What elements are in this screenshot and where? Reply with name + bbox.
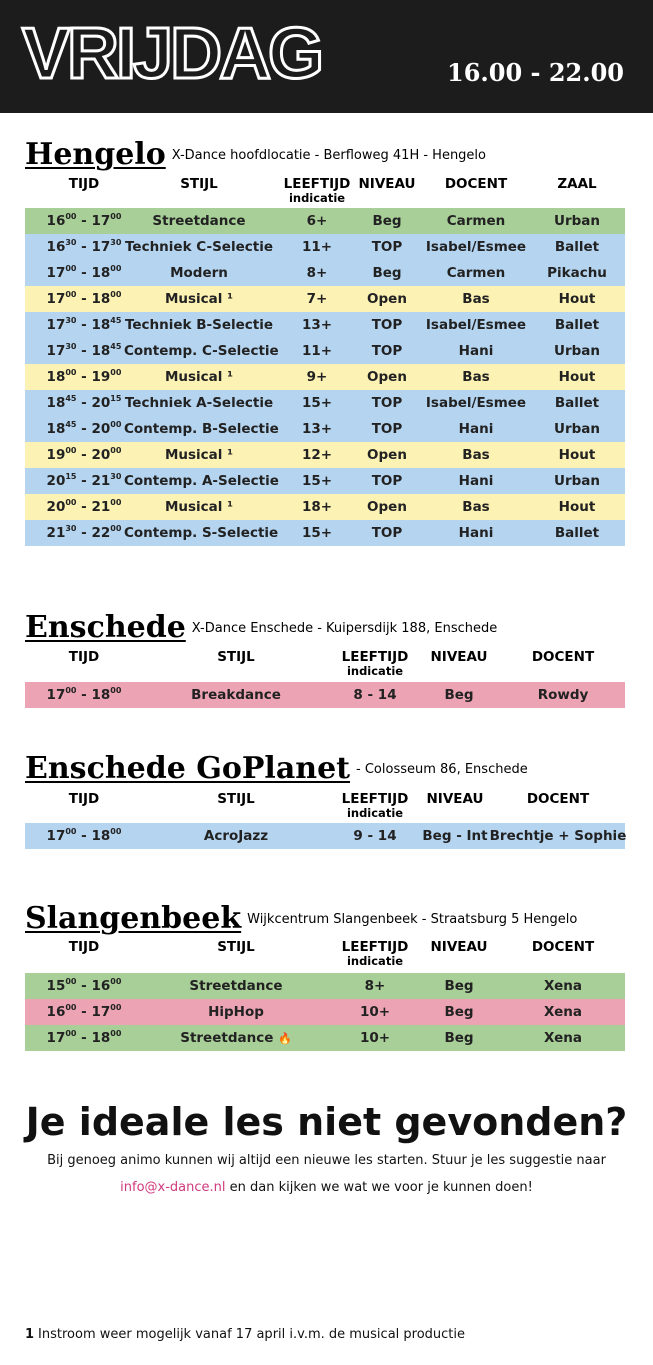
table-header <box>25 176 625 206</box>
location-title <box>25 901 577 938</box>
time-minutes: 00 <box>110 368 122 377</box>
cell-style <box>161 1025 311 1051</box>
cell-tijd: $18^{00} - 19^{00}$ <box>46 368 122 385</box>
cell-tijd: $20^{00} - 21^{00}$ <box>46 498 122 515</box>
opening-hours: 16.00 - 22.00 <box>447 58 624 87</box>
column-label: LEEFTIJD <box>341 649 409 665</box>
location-title <box>25 137 486 174</box>
cell-text: Hani <box>458 343 494 359</box>
time-hour: 18 <box>91 291 111 307</box>
flame-icon: 🔥 <box>278 1032 292 1045</box>
cell-text: 13+ <box>301 421 333 437</box>
time-hour: 20 <box>91 447 111 463</box>
cell-text: Bas <box>462 447 490 463</box>
age-subtitle: indicatie <box>288 191 346 205</box>
cell-text: Bas <box>462 499 490 515</box>
column-label: DOCENT <box>531 649 595 665</box>
footnote-text: Instroom weer mogelijk vanaf 17 april i.v.m. de musical productie <box>38 1327 466 1342</box>
table-row <box>25 520 625 546</box>
time-minutes: 00 <box>110 977 122 986</box>
cell-text: AcroJazz <box>203 828 269 844</box>
cell-tijd: $17^{30} - 18^{45}$ <box>46 316 122 333</box>
time-hour: 17 <box>91 239 111 255</box>
time-hour: 20 <box>91 421 111 437</box>
footnote <box>25 1327 465 1342</box>
location-name: Hengelo <box>25 137 166 172</box>
time-minutes: 00 <box>110 290 122 299</box>
cell-tijd: $17^{00} - 18^{00}$ <box>46 827 122 844</box>
time-hour: 18 <box>91 1030 111 1046</box>
time-minutes: 30 <box>65 316 77 325</box>
time-hour: 17 <box>46 828 66 844</box>
cell-teacher <box>488 682 638 708</box>
cell-teacher <box>483 823 633 849</box>
schedule-table <box>25 823 625 849</box>
time-minutes: 00 <box>110 1029 122 1038</box>
time-hour: 20 <box>46 499 66 515</box>
cell-text: Beg <box>372 265 402 281</box>
cell-room <box>502 208 652 234</box>
time-hour: 17 <box>46 343 66 359</box>
cell-text: TOP <box>371 395 403 411</box>
time-hour: 20 <box>91 395 111 411</box>
time-minutes: 45 <box>110 342 122 351</box>
location-address: - Colosseum 86, Enschede <box>356 762 528 777</box>
cell-text: Techniek C-Selectie <box>125 239 273 255</box>
time-hour: 16 <box>46 1004 66 1020</box>
time-hour: 21 <box>91 499 111 515</box>
cell-tijd: $16^{30} - 17^{30}$ <box>46 238 122 255</box>
time-hour: 17 <box>46 687 66 703</box>
time-minutes: 30 <box>65 524 77 533</box>
cell-text: 11+ <box>301 239 333 255</box>
table-row <box>25 973 625 999</box>
table-row <box>25 260 625 286</box>
cell-text: Xena <box>544 978 582 994</box>
cell-teacher <box>488 999 638 1025</box>
table-row <box>25 390 625 416</box>
time-hour: 18 <box>91 687 111 703</box>
location-address: Wijkcentrum Slangenbeek - Straatsburg 5 Hengelo <box>247 912 578 927</box>
cell-text: TOP <box>371 343 403 359</box>
time-minutes: 00 <box>110 524 122 533</box>
cell-text: Rowdy <box>537 687 589 703</box>
column-header-niveau <box>395 791 515 807</box>
cell-room <box>502 364 652 390</box>
column-label: LEEFTIJD <box>341 939 409 955</box>
cell-style <box>161 973 311 999</box>
time-hour: 16 <box>91 978 111 994</box>
cell-text: Isabel/Esmee <box>425 317 527 333</box>
time-hour: 17 <box>91 1004 111 1020</box>
cell-text: Contemp. B-Selectie <box>124 421 279 437</box>
cell-tijd: $20^{15} - 21^{30}$ <box>46 472 122 489</box>
column-header-tijd <box>24 791 144 807</box>
time-minutes: 00 <box>65 498 77 507</box>
time-hour: 17 <box>91 213 111 229</box>
cell-teacher <box>488 973 638 999</box>
time-minutes: 00 <box>65 290 77 299</box>
table-row <box>25 823 625 849</box>
table-row <box>25 286 625 312</box>
table-row <box>25 468 625 494</box>
column-label: NIVEAU <box>358 176 416 192</box>
time-hour: 17 <box>46 1030 66 1046</box>
column-label: NIVEAU <box>426 791 484 807</box>
time-minutes: 00 <box>65 1029 77 1038</box>
time-minutes: 45 <box>65 394 77 403</box>
time-minutes: 00 <box>65 686 77 695</box>
cell-tijd: $19^{00} - 20^{00}$ <box>46 446 122 463</box>
page-header <box>0 0 653 113</box>
age-subtitle: indicatie <box>346 954 404 968</box>
cell-room <box>502 312 652 338</box>
table-header <box>25 791 625 821</box>
cta-text-rest: en dan kijken we wat we voor je kunnen doen! <box>225 1180 533 1195</box>
schedule-table <box>25 973 625 1051</box>
cell-text: TOP <box>371 421 403 437</box>
time-minutes: 00 <box>65 212 77 221</box>
time-hour: 18 <box>91 317 111 333</box>
cell-text: Isabel/Esmee <box>425 239 527 255</box>
cell-text: TOP <box>371 473 403 489</box>
cell-text: Beg <box>444 978 474 994</box>
cell-tijd: $18^{45} - 20^{00}$ <box>46 420 122 437</box>
column-header-stijl <box>176 649 296 665</box>
time-hour: 18 <box>46 421 66 437</box>
time-hour: 15 <box>46 978 66 994</box>
cell-text: Ballet <box>554 239 600 255</box>
cell-text: Beg <box>372 213 402 229</box>
column-label: LEEFTIJD <box>341 791 409 807</box>
time-minutes: 45 <box>110 316 122 325</box>
column-label: DOCENT <box>444 176 508 192</box>
cell-text: Hani <box>458 421 494 437</box>
time-hour: 19 <box>91 369 111 385</box>
cell-text: Carmen <box>446 213 506 229</box>
table-row <box>25 494 625 520</box>
cell-text: 15+ <box>301 525 333 541</box>
age-subtitle: indicatie <box>346 664 404 678</box>
time-minutes: 00 <box>110 212 122 221</box>
column-header-stijl <box>176 791 296 807</box>
cell-tijd: $17^{30} - 18^{45}$ <box>46 342 122 359</box>
time-minutes: 00 <box>65 977 77 986</box>
time-minutes: 00 <box>65 264 77 273</box>
cell-text: 10+ <box>359 1004 391 1020</box>
cell-text: Breakdance <box>191 687 281 703</box>
cell-text: Hout <box>558 291 596 307</box>
column-header-tijd <box>24 939 144 955</box>
cell-text: Beg <box>444 1004 474 1020</box>
column-label: STIJL <box>180 176 218 192</box>
cell-text: Isabel/Esmee <box>425 395 527 411</box>
time-hour: 17 <box>46 265 66 281</box>
location-address: X-Dance hoofdlocatie - Berfloweg 41H - Hengelo <box>171 148 486 163</box>
column-label: LEEFTIJD <box>283 176 351 192</box>
cell-text: TOP <box>371 239 403 255</box>
cell-text: Xena <box>544 1030 582 1046</box>
cell-text: Ballet <box>554 317 600 333</box>
cell-text: Musical ¹ <box>164 499 234 515</box>
cell-text: Modern <box>170 265 228 281</box>
schedule-table <box>25 208 625 546</box>
time-minutes: 30 <box>110 238 122 247</box>
cell-text: Streetdance <box>152 213 246 229</box>
time-hour: 18 <box>91 265 111 281</box>
column-label: TIJD <box>68 791 100 807</box>
column-header-zaal <box>517 176 637 192</box>
column-header-niveau <box>399 939 519 955</box>
time-minutes: 00 <box>110 264 122 273</box>
location-name: Enschede <box>25 610 186 645</box>
time-minutes: 30 <box>65 342 77 351</box>
table-row <box>25 312 625 338</box>
cell-text: Contemp. C-Selectie <box>124 343 279 359</box>
time-hour: 16 <box>46 239 66 255</box>
cell-room <box>502 338 652 364</box>
cell-text: Contemp. S-Selectie <box>124 525 279 541</box>
cell-text: Beg - Int <box>422 828 488 844</box>
time-minutes: 45 <box>65 420 77 429</box>
cell-text: Urban <box>553 473 600 489</box>
column-label: STIJL <box>217 791 255 807</box>
cell-text: Urban <box>553 421 600 437</box>
time-hour: 17 <box>46 317 66 333</box>
table-row <box>25 682 625 708</box>
location-address: X-Dance Enschede - Kuipersdijk 188, Enschede <box>191 621 498 636</box>
table-row <box>25 338 625 364</box>
location-title <box>25 610 497 647</box>
cell-text: 15+ <box>301 473 333 489</box>
cell-text: 8+ <box>306 265 328 281</box>
cell-room <box>502 260 652 286</box>
cell-text: Hout <box>558 369 596 385</box>
cta-text-line-2 <box>0 1180 653 1195</box>
time-minutes: 00 <box>110 498 122 507</box>
cell-text: Bas <box>462 291 490 307</box>
cell-text: Hani <box>458 525 494 541</box>
time-minutes: 00 <box>110 686 122 695</box>
time-minutes: 30 <box>110 472 122 481</box>
cell-text: 9 - 14 <box>353 828 397 844</box>
time-minutes: 00 <box>65 368 77 377</box>
time-minutes: 15 <box>110 394 122 403</box>
cell-text: Pikachu <box>547 265 607 281</box>
location-name: Enschede GoPlanet <box>25 751 351 786</box>
time-hour: 18 <box>46 395 66 411</box>
cell-style <box>161 823 311 849</box>
cell-tijd: $16^{00} - 17^{00}$ <box>46 212 122 229</box>
cell-room <box>502 416 652 442</box>
cell-text: 6+ <box>306 213 328 229</box>
cell-text: Xena <box>544 1004 582 1020</box>
cell-text: Techniek B-Selectie <box>124 317 274 333</box>
column-label: STIJL <box>217 939 255 955</box>
cell-text: 11+ <box>301 343 333 359</box>
column-label: DOCENT <box>526 791 590 807</box>
cell-room <box>502 390 652 416</box>
cell-text: 7+ <box>306 291 328 307</box>
column-header-docent <box>503 649 623 665</box>
cell-text: 9+ <box>306 369 328 385</box>
cell-text: Musical ¹ <box>164 447 234 463</box>
cell-text: 8+ <box>364 978 386 994</box>
cell-text: Hout <box>558 447 596 463</box>
column-header-niveau <box>399 649 519 665</box>
cell-text: 10+ <box>359 1030 391 1046</box>
column-header-tijd <box>24 649 144 665</box>
column-label: NIVEAU <box>430 939 488 955</box>
cell-tijd: $17^{00} - 18^{00}$ <box>46 686 122 703</box>
cell-text: Hani <box>458 473 494 489</box>
table-row <box>25 442 625 468</box>
cell-text: Ballet <box>554 525 600 541</box>
time-hour: 18 <box>46 369 66 385</box>
cell-text: Beg <box>444 1030 474 1046</box>
cell-text: 8 - 14 <box>353 687 397 703</box>
day-title: VRIJDAG <box>22 14 322 94</box>
location-name: Slangenbeek <box>25 901 242 936</box>
cell-text: HipHop <box>208 1004 264 1020</box>
time-minutes: 00 <box>65 827 77 836</box>
column-label: STIJL <box>217 649 255 665</box>
cell-tijd: $21^{30} - 22^{00}$ <box>46 524 122 541</box>
column-label: DOCENT <box>531 939 595 955</box>
cell-text: Bas <box>462 369 490 385</box>
age-subtitle: indicatie <box>346 806 404 820</box>
time-hour: 22 <box>91 525 111 541</box>
cell-style <box>161 999 311 1025</box>
cta-text-line-1: Bij genoeg animo kunnen wij altijd een nieuwe les starten. Stuur je les suggestie naar <box>47 1153 606 1168</box>
column-label: TIJD <box>68 649 100 665</box>
table-row <box>25 416 625 442</box>
column-label: TIJD <box>68 939 100 955</box>
cell-text: Techniek A-Selectie <box>124 395 274 411</box>
cell-text: Musical ¹ <box>164 291 234 307</box>
cell-text: 15+ <box>301 395 333 411</box>
cell-text: Urban <box>553 343 600 359</box>
column-header-stijl <box>176 939 296 955</box>
cell-text: Open <box>367 369 407 385</box>
footnote-marker: 1 <box>25 1327 35 1342</box>
time-minutes: 00 <box>110 1003 122 1012</box>
time-minutes: 00 <box>110 420 122 429</box>
cell-text: 13+ <box>301 317 333 333</box>
column-label: ZAAL <box>557 176 597 192</box>
cell-text: Musical ¹ <box>164 369 234 385</box>
column-header-stijl <box>139 176 259 192</box>
table-header <box>25 939 625 969</box>
time-minutes: 00 <box>110 446 122 455</box>
cell-text: Open <box>367 499 407 515</box>
time-hour: 20 <box>46 473 66 489</box>
column-label: TIJD <box>68 176 100 192</box>
cell-tijd: $18^{45} - 20^{15}$ <box>46 394 122 411</box>
cell-text: 12+ <box>301 447 333 463</box>
cell-room <box>502 286 652 312</box>
table-row <box>25 999 625 1025</box>
table-row <box>25 364 625 390</box>
cell-tijd: $15^{00} - 16^{00}$ <box>46 977 122 994</box>
cell-text: Brechtje + Sophie <box>489 828 627 844</box>
time-minutes: 30 <box>65 238 77 247</box>
table-row <box>25 208 625 234</box>
cta-heading: Je ideale les niet gevonden? <box>25 1100 628 1144</box>
column-header-docent <box>503 939 623 955</box>
time-minutes: 00 <box>110 827 122 836</box>
column-label: NIVEAU <box>430 649 488 665</box>
cell-text: Beg <box>444 687 474 703</box>
cell-room <box>502 442 652 468</box>
email-link[interactable]: info@x-dance.nl <box>120 1180 226 1195</box>
table-header <box>25 649 625 679</box>
schedule-table <box>25 682 625 708</box>
time-minutes: 15 <box>65 472 77 481</box>
time-hour: 18 <box>91 828 111 844</box>
time-hour: 16 <box>46 213 66 229</box>
cell-room <box>502 468 652 494</box>
cell-text: Urban <box>553 213 600 229</box>
cell-style <box>161 682 311 708</box>
cell-text: Streetdance <box>180 1030 274 1046</box>
cell-text: Open <box>367 291 407 307</box>
column-header-docent <box>498 791 618 807</box>
cell-room <box>502 494 652 520</box>
cell-text: Contemp. A-Selectie <box>124 473 279 489</box>
cell-text: Open <box>367 447 407 463</box>
cell-teacher <box>488 1025 638 1051</box>
cell-text: Streetdance <box>189 978 283 994</box>
location-title <box>25 751 528 788</box>
time-minutes: 00 <box>65 1003 77 1012</box>
column-header-tijd <box>24 176 144 192</box>
table-row <box>25 234 625 260</box>
cell-text: Hout <box>558 499 596 515</box>
cell-text: Carmen <box>446 265 506 281</box>
time-hour: 18 <box>91 343 111 359</box>
time-hour: 21 <box>46 525 66 541</box>
cell-text: Ballet <box>554 395 600 411</box>
cell-tijd: $16^{00} - 17^{00}$ <box>46 1003 122 1020</box>
table-row <box>25 1025 625 1051</box>
cell-text: TOP <box>371 317 403 333</box>
cell-tijd: $17^{00} - 18^{00}$ <box>46 1029 122 1046</box>
cell-tijd: $17^{00} - 18^{00}$ <box>46 264 122 281</box>
cell-room <box>502 520 652 546</box>
time-hour: 21 <box>91 473 111 489</box>
cell-text: TOP <box>371 525 403 541</box>
cell-text: 18+ <box>301 499 333 515</box>
cell-tijd: $17^{00} - 18^{00}$ <box>46 290 122 307</box>
time-minutes: 00 <box>65 446 77 455</box>
time-hour: 19 <box>46 447 66 463</box>
time-hour: 17 <box>46 291 66 307</box>
cell-room <box>502 234 652 260</box>
